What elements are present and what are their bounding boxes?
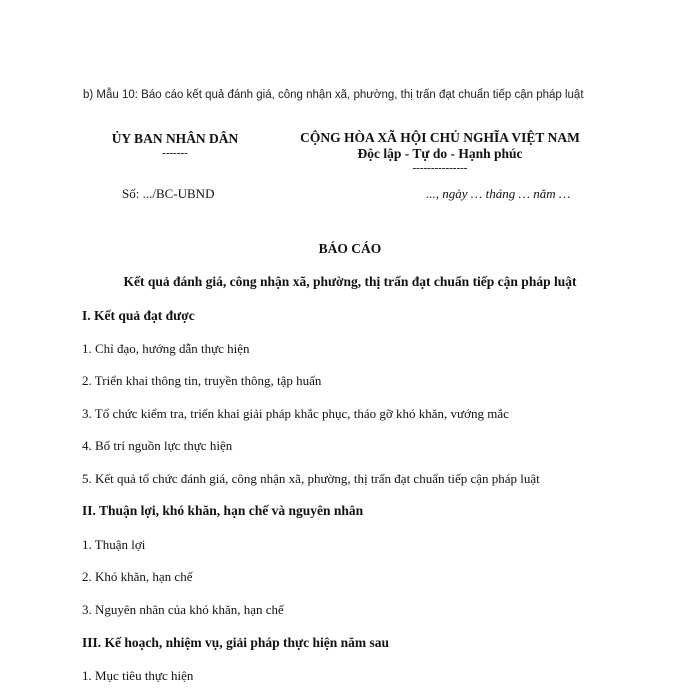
section-item: 3. Tổ chức kiểm tra, triển khai giải pháp khắc phục, tháo gỡ khó khăn, vướng mắc xyxy=(82,406,509,421)
section-item: 3. Nguyên nhân của khó khăn, hạn chế xyxy=(82,602,284,617)
document-number: Số: .../BC-UBND xyxy=(122,186,215,201)
section-heading: III. Kế hoạch, nhiệm vụ, giải pháp thực hiện năm sau xyxy=(82,635,390,650)
authority-separator: ------- xyxy=(162,147,188,159)
section-item: 1. Thuận lợi xyxy=(82,537,146,552)
section-item: 2. Triển khai thông tin, truyền thông, tập huấn xyxy=(82,373,322,388)
document-date: ..., ngày … tháng … năm … xyxy=(426,186,571,201)
national-motto-block xyxy=(270,130,610,175)
form-caption: b) Mẫu 10: Báo cáo kết quả đánh giá, công nhận xã, phường, thị trấn đạt chuẩn tiếp cận pháp luật xyxy=(83,89,584,101)
motto: Độc lập - Tự do - Hạnh phúc xyxy=(357,146,523,161)
section-heading: II. Thuận lợi, khó khăn, hạn chế và nguyên nhân xyxy=(82,503,364,518)
section-item: 5. Kết quả tổ chức đánh giá, công nhận xã, phường, thị trấn đạt chuẩn tiếp cận pháp luật xyxy=(82,471,540,486)
section-heading: I. Kết quả đạt được xyxy=(82,308,195,323)
issuing-authority-block xyxy=(90,130,260,160)
report-title: BÁO CÁO xyxy=(318,241,382,256)
section-item: 1. Mục tiêu thực hiện xyxy=(82,668,194,683)
section-item: 1. Chỉ đạo, hướng dẫn thực hiện xyxy=(82,341,250,356)
section-item: 2. Khó khăn, hạn chế xyxy=(82,569,193,584)
national-title: CỘNG HÒA XÃ HỘI CHỦ NGHĨA VIỆT NAM xyxy=(300,130,580,145)
motto-separator: --------------- xyxy=(412,162,468,174)
report-subtitle: Kết quả đánh giá, công nhận xã, phường, thị trấn đạt chuẩn tiếp cận pháp luật xyxy=(123,274,577,289)
section-item: 4. Bố trí nguồn lực thực hiện xyxy=(82,438,233,453)
issuing-authority: ỦY BAN NHÂN DÂN xyxy=(111,131,239,146)
